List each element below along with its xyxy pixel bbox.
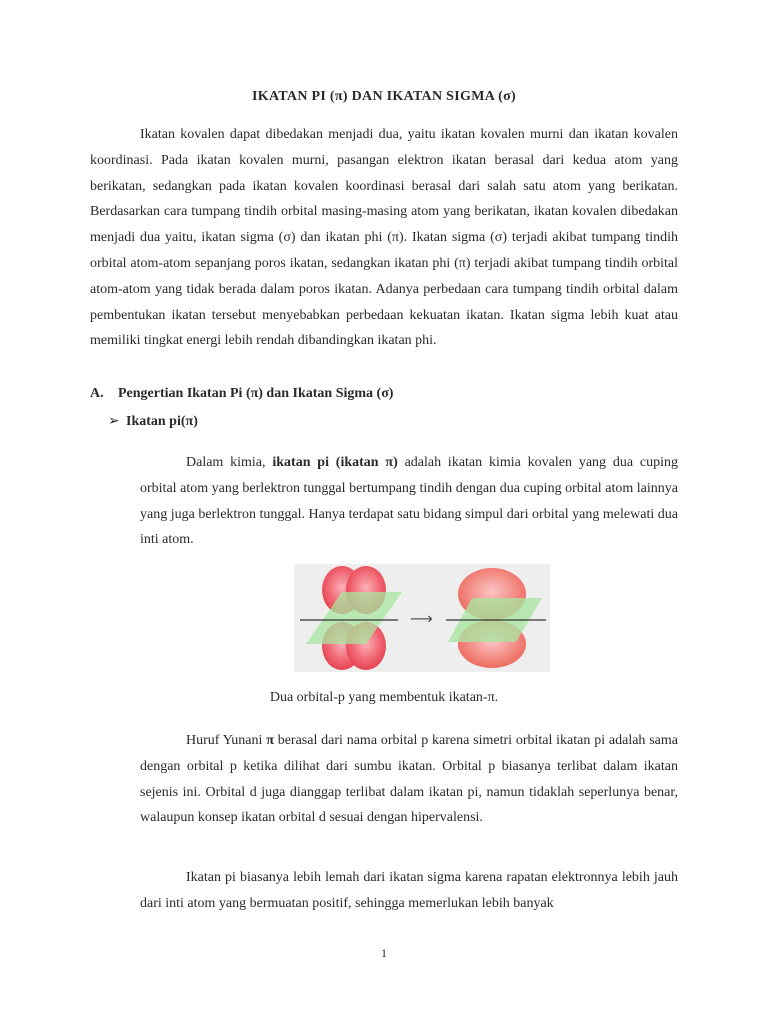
section-heading-a [90,386,393,402]
section-number: A. [90,386,104,401]
bold-term: π [266,733,274,748]
greek-letter-paragraph [140,728,678,831]
pi-bond-orbital [446,568,546,668]
paragraph-lead: Dalam kimia, [186,455,266,470]
bullet-arrow-icon: ➢ [108,414,120,429]
section-title: Pengertian Ikatan Pi (π) dan Ikatan Sigma (σ) [118,386,394,401]
page-number: 1 [381,946,387,960]
subsection-heading [108,413,198,430]
reaction-arrow-icon: ⟶ [410,609,433,628]
subsection-title: Ikatan pi(π) [126,414,198,429]
nodal-plane [306,592,402,644]
orbital-diagram [294,564,550,672]
paragraph-body: berasal dari nama orbital p karena simetri orbital ikatan pi adalah sama dengan orbital p ketika dilihat dari sumbu ikatan. Orbital p biasanya terlibat dalam ikatan sejenis ini. Orbital d juga dianggap terlibat dalam ikatan pi, namun tidaklah seperlunya benar, walaupun konsep ikatan orbital d sesuai dengan hipervalensi. [140,733,678,826]
intro-paragraph: Ikatan kovalen dapat dibedakan menjadi dua, yaitu ikatan kovalen murni dan ikatan kovalen koordinasi. Pada ikatan kovalen murni, pasangan elektron ikatan berasal dari kedua atom yang berikatan, sedangkan pada ikatan kovalen koordinasi berasal dari salah satu atom yang berikatan. Berdasarkan cara tumpang tindih orbital masing-masing atom yang berikatan, ikatan kovalen dibedakan menjadi dua yaitu, ikatan sigma (σ) dan ikatan phi (π). Ikatan sigma (σ) terjadi akibat tumpang tindih orbital atom-atom sepanjang poros ikatan, sedangkan ikatan phi (π) terjadi akibat tumpang tindih orbital atom-atom yang tidak berada dalam poros ikatan. Adanya perbedaan cara tumpang tindih orbital dalam pembentukan ikatan tersebut menyebabkan perbedaan kekuatan ikatan. Ikatan sigma lebih kuat atau memiliki tingkat energi lebih rendah dibandingkan ikatan phi. [90,127,678,349]
figure-caption: Dua orbital-p yang membentuk ikatan-π. [269,690,499,705]
pi-bond-definition-paragraph [140,450,678,553]
paragraph-body: adalah ikatan kimia kovalen yang dua cuping orbital atom yang berlektron tunggal bertumpang tindih dengan dua cuping orbital atom lainnya yang juga berlektron tunggal. Hanya terdapat satu bidang simpul dari orbital yang melewati dua inti atom. [140,455,678,548]
paragraph-lead: Huruf Yunani [186,733,263,748]
pi-bond-orbital-figure [294,564,550,672]
document-title: IKATAN PI (π) DAN IKATAN SIGMA (σ) [252,89,516,104]
separate-p-orbitals [300,566,402,670]
pi-bond-strength-paragraph: Ikatan pi biasanya lebih lemah dari ikatan sigma karena rapatan elektronnya lebih jauh dari inti atom yang bermuatan positif, sehingga memerlukan lebih banyak [140,870,678,911]
bold-term: ikatan pi (ikatan π) [272,455,398,470]
